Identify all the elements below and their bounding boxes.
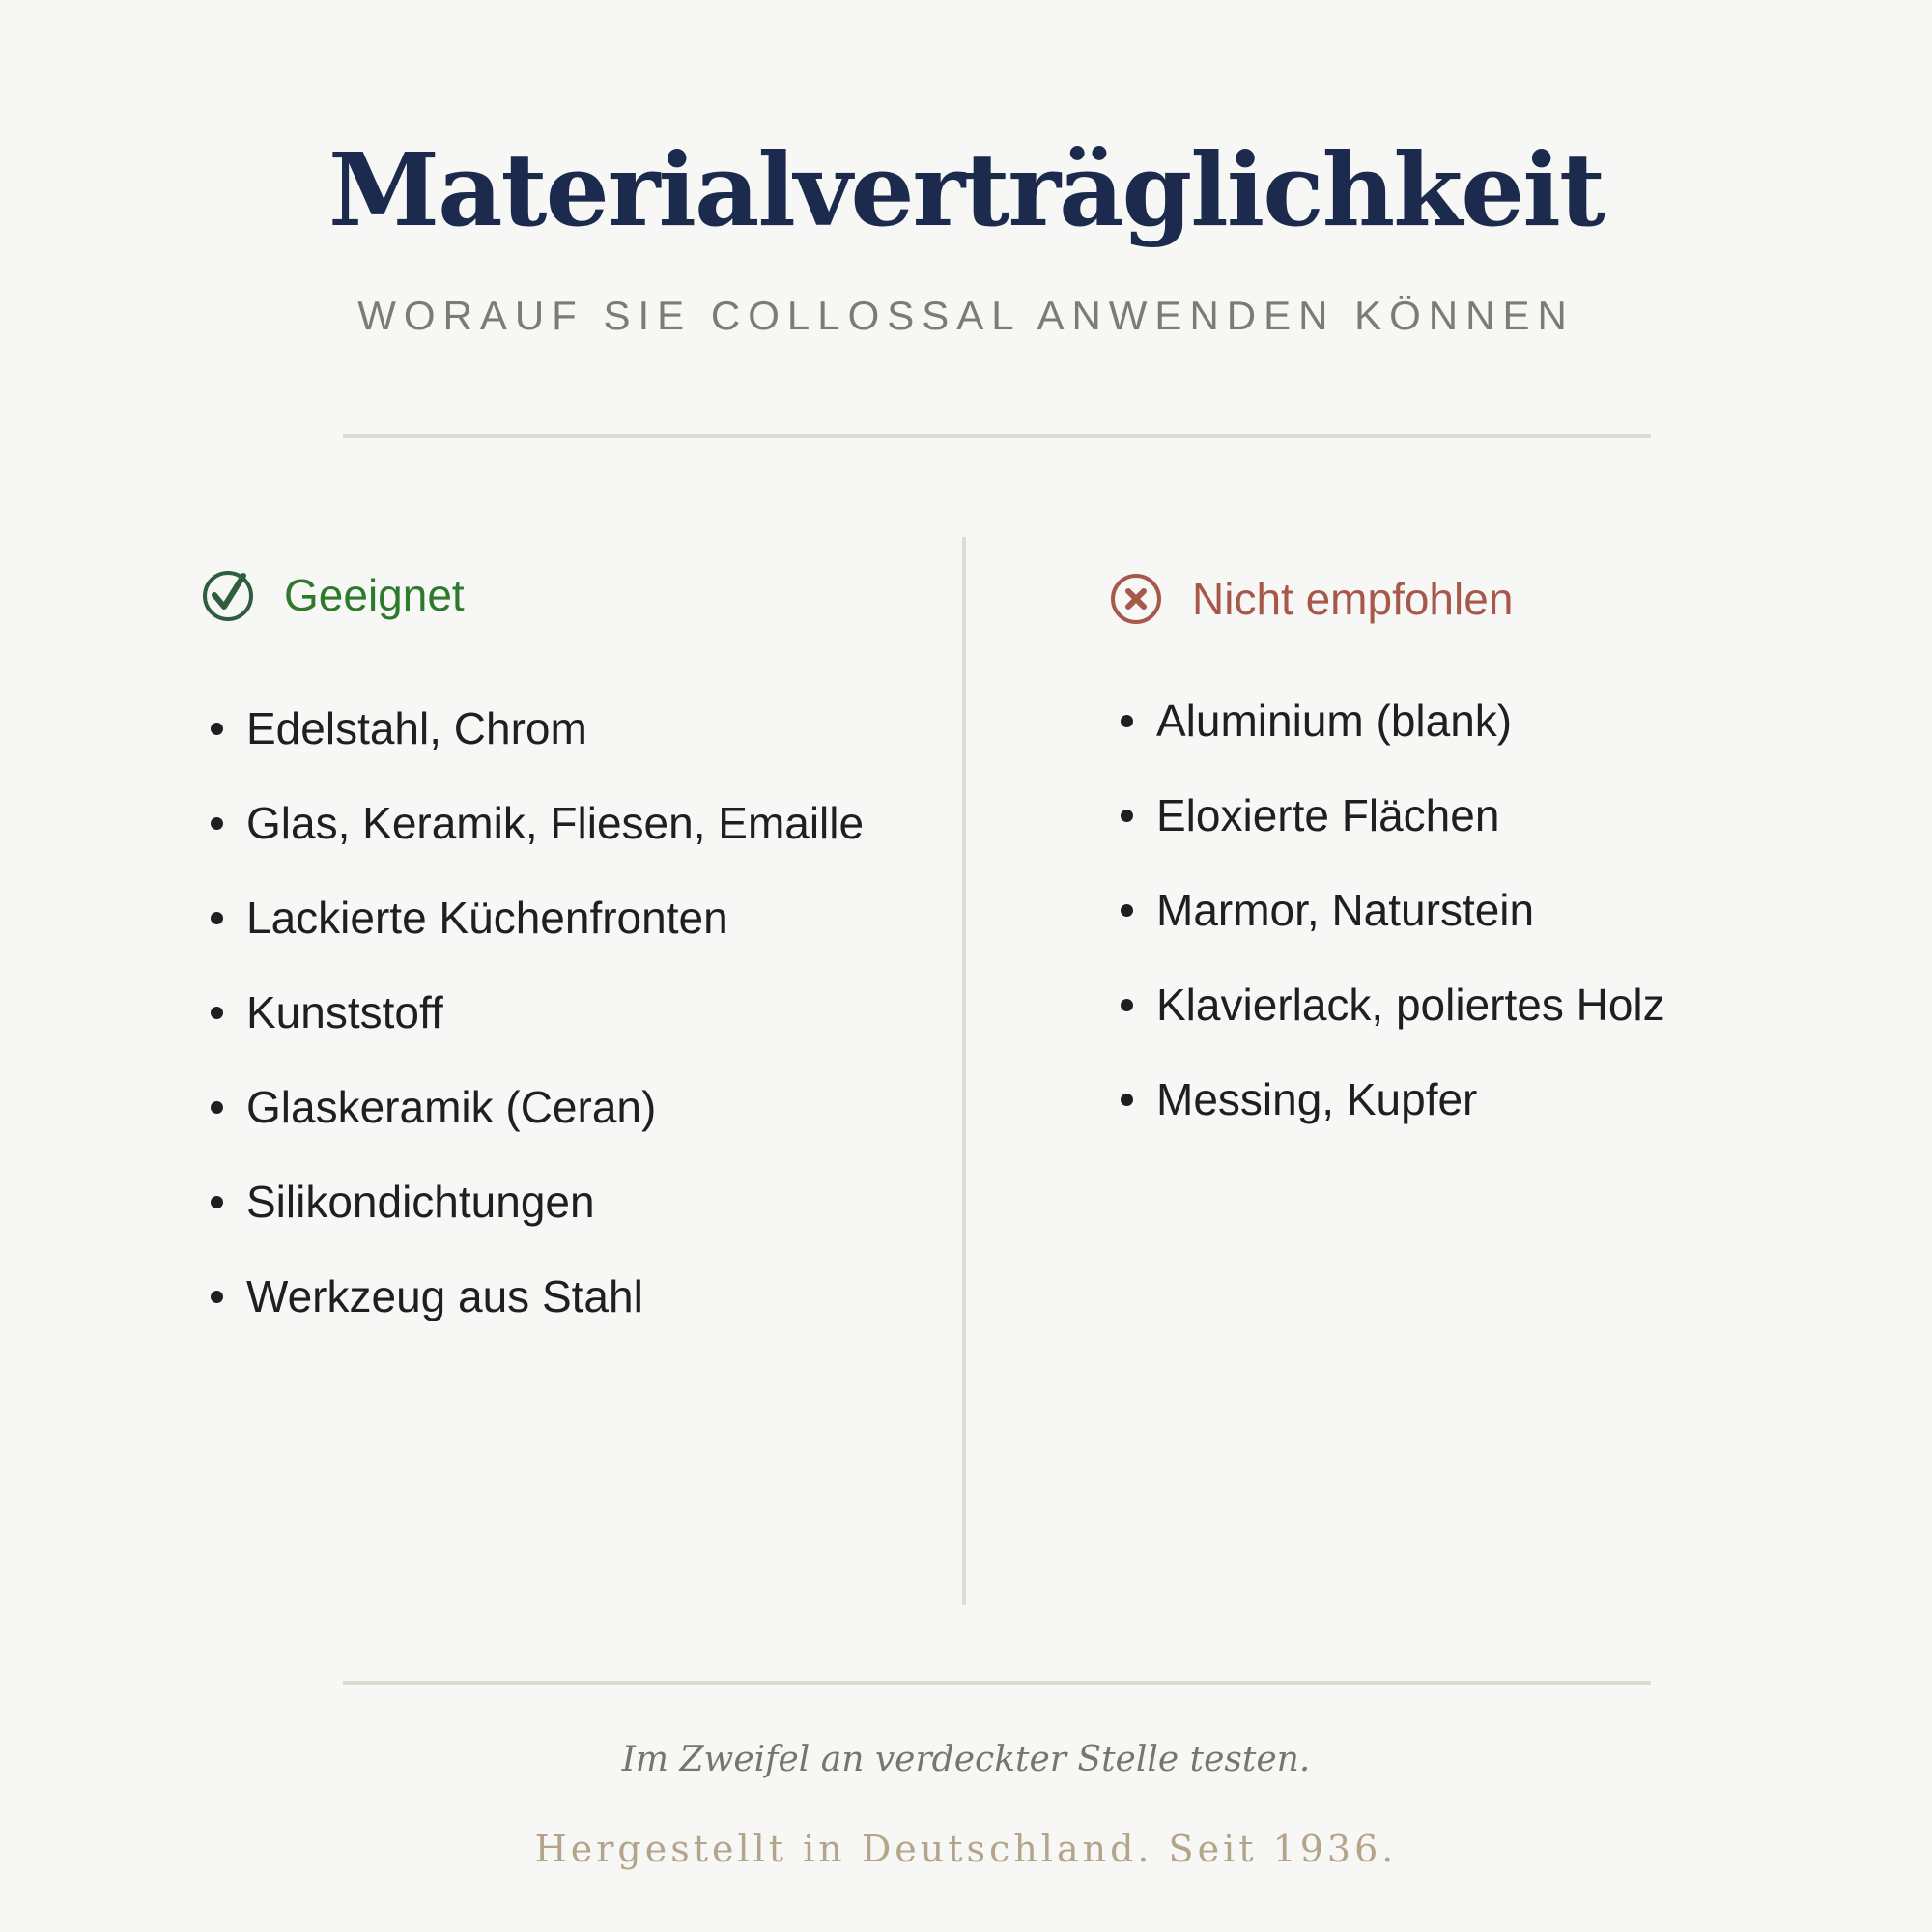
list-item: Marmor, Naturstein (1121, 879, 1665, 974)
list-item: Kunststoff (211, 981, 864, 1076)
suitable-header (201, 568, 465, 622)
list-item: Klavierlack, poliertes Holz (1121, 974, 1665, 1068)
bottom-divider (343, 1681, 1651, 1685)
suitable-heading: Geeignet (284, 570, 465, 620)
list-item: Aluminium (blank) (1121, 690, 1665, 784)
bullet (211, 1007, 223, 1019)
bullet (1121, 1094, 1133, 1106)
list-item: Silikondichtungen (211, 1171, 864, 1265)
bullet (211, 1196, 223, 1208)
page-title: Materialverträglichkeit (328, 130, 1604, 249)
list-item: Messing, Kupfer (1121, 1068, 1665, 1163)
list-item: Glaskeramik (Ceran) (211, 1076, 864, 1171)
bullet (1121, 999, 1133, 1011)
bullet (211, 1291, 223, 1303)
x-circle-icon (1109, 572, 1163, 626)
bullet (1121, 904, 1133, 917)
list-item: Werkzeug aus Stahl (211, 1265, 864, 1360)
page-subtitle: WORAUF SIE COLLOSSAL ANWENDEN KÖNNEN (357, 293, 1575, 338)
bullet (211, 1101, 223, 1114)
not-recommended-heading: Nicht empfohlen (1192, 574, 1514, 624)
bullet (211, 723, 223, 735)
column-divider (962, 537, 966, 1605)
suitable-list (211, 697, 864, 1360)
footer-tagline: Hergestellt in Deutschland. Seit 1936. (534, 1828, 1398, 1870)
bullet (1121, 810, 1133, 822)
list-item: Eloxierte Flächen (1121, 784, 1665, 879)
check-circle-icon (201, 568, 255, 622)
bullet (1121, 715, 1133, 727)
bullet (211, 817, 223, 830)
bullet (211, 912, 223, 924)
not-recommended-list (1121, 690, 1665, 1163)
list-item: Edelstahl, Chrom (211, 697, 864, 792)
list-item: Lackierte Küchenfronten (211, 887, 864, 981)
not-recommended-header (1109, 572, 1513, 626)
top-divider (343, 434, 1651, 438)
list-item: Glas, Keramik, Fliesen, Emaille (211, 792, 864, 887)
test-note: Im Zweifel an verdeckter Stelle testen. (621, 1740, 1311, 1779)
